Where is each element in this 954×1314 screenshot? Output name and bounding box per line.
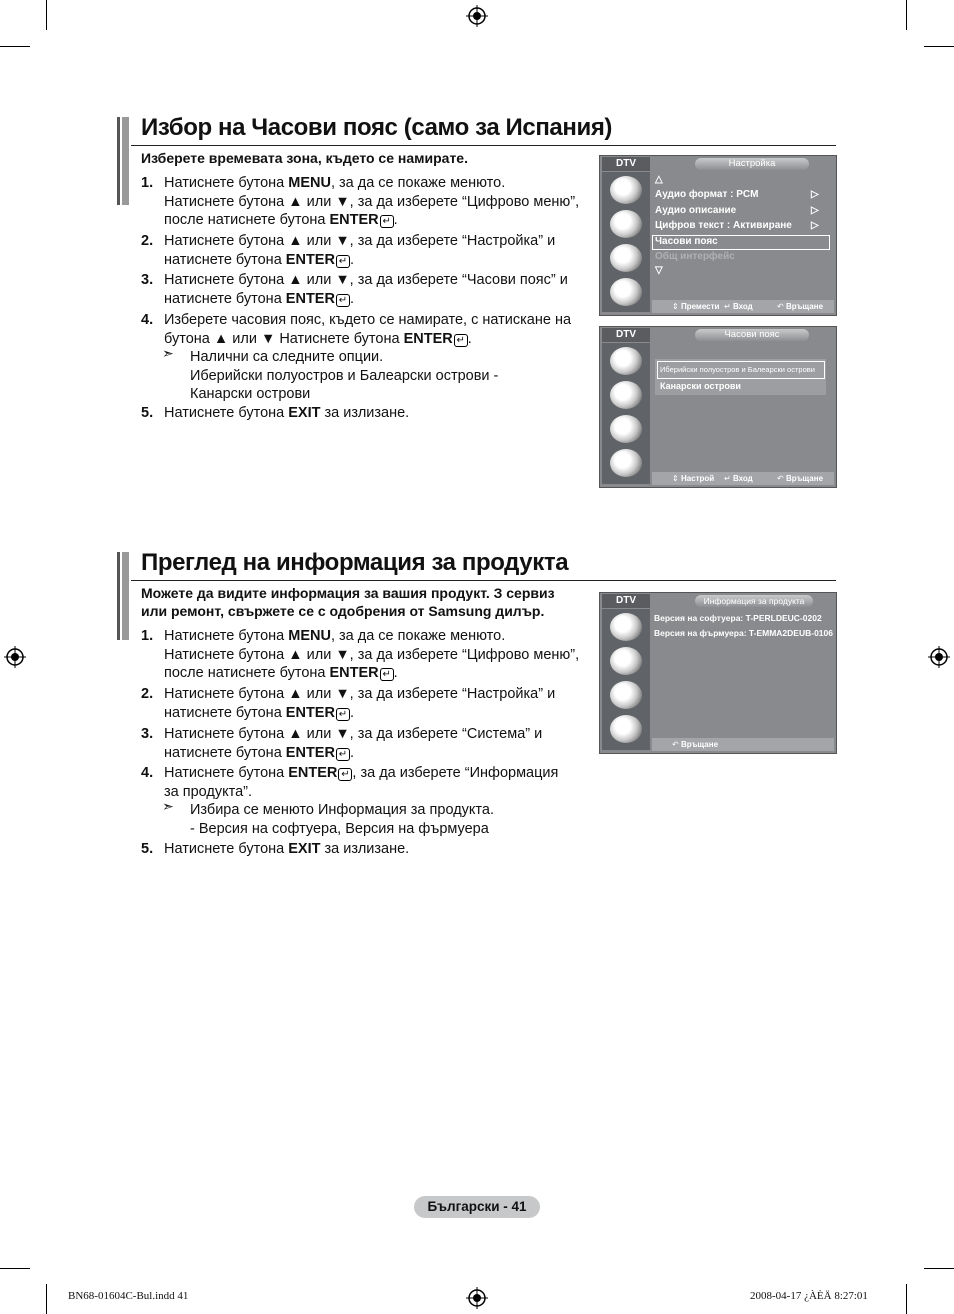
step-text: Изберете часовия пояс, където се намирате, с натискане на бутона ▲ или ▼ Натиснете бутона ENTER ↵ .: [164, 312, 572, 347]
crop-mark: [924, 46, 954, 47]
step-text: Натиснете бутона MENU, за да се покаже менюто. Натиснете бутона ▲ или ▼, за да изберете “Цифрово меню”, после натиснете бутона ENTER ↵ .: [164, 175, 580, 228]
osd-title-tab: Часови пояс: [695, 329, 809, 341]
tv-osd-time-zone: [599, 326, 837, 488]
print-footer-right: 2008-04-17 ¿ÀÈÄ 8:27:01: [750, 1290, 868, 1302]
crop-mark: [906, 1284, 907, 1314]
registration-mark-icon: [466, 5, 488, 27]
osd-menu-item[interactable]: Аудио формат : PCM: [655, 189, 759, 200]
step-number: 5.: [141, 841, 154, 857]
input-icon: [610, 715, 642, 743]
crop-mark: [46, 0, 47, 30]
dtv-label: DTV: [602, 157, 650, 171]
step-number: 1.: [141, 628, 154, 644]
step-text: Натиснете бутона ENTER ↵ , за да изберете “Информация за продукта”.: [164, 765, 559, 800]
footer-hint: ⇕ Премести: [672, 302, 720, 311]
osd-sidebar: [602, 609, 650, 750]
print-footer-left: BN68-01604C-Bul.indd 41: [68, 1290, 189, 1302]
dtv-label: DTV: [602, 328, 650, 342]
note-arrow-icon: ➣: [162, 345, 174, 361]
crop-mark: [906, 0, 907, 30]
enter-icon: ↵: [338, 768, 352, 781]
input-icon: [610, 278, 642, 306]
osd-menu-item[interactable]: Цифров текст : Активиране: [655, 220, 792, 231]
firmware-version: Версия на фърмуера: T-EMMA2DEUB-0106: [654, 628, 833, 638]
footer-hint: ↵ Вход: [724, 474, 753, 483]
registration-mark-icon: [4, 646, 26, 668]
registration-mark-icon: [928, 646, 950, 668]
submenu-arrow-icon: ▷: [811, 220, 819, 231]
picture-icon: [610, 176, 642, 204]
footer-hint: ⇕ Настрой: [672, 474, 715, 483]
picture-icon: [610, 613, 642, 641]
footer-hint: ↵ Вход: [724, 302, 753, 311]
title-rule: [131, 580, 836, 581]
step-number: 3.: [141, 726, 154, 742]
osd-title-tab: Настройка: [695, 158, 809, 170]
osd-menu-item[interactable]: Аудио описание: [655, 205, 737, 216]
enter-icon: ↵: [454, 334, 468, 347]
sound-icon: [610, 210, 642, 238]
page-number-badge: Български - 41: [414, 1196, 540, 1218]
osd-menu-item-selected[interactable]: Часови пояс: [655, 236, 718, 247]
section-bar: [117, 117, 129, 205]
software-version: Версия на софтуера: T-PERLDEUC-0202: [654, 613, 822, 623]
tv-osd-setup: [599, 155, 837, 316]
setup-gear-icon: [610, 681, 642, 709]
step-number: 5.: [141, 405, 154, 421]
crop-mark: [46, 1284, 47, 1314]
step-number: 3.: [141, 272, 154, 288]
setup-gear-icon: [610, 244, 642, 272]
note-arrow-icon: ➣: [162, 798, 174, 814]
enter-icon: ↵: [336, 294, 350, 307]
osd-option[interactable]: Иберийски полуостров и Балеарски острови: [660, 365, 815, 374]
step-number: 2.: [141, 686, 154, 702]
section-title: Избор на Часови пояс (само за Испания): [141, 114, 613, 141]
footer-hint: ↶ Връщане: [777, 474, 824, 483]
step-number: 1.: [141, 175, 154, 191]
osd-sidebar: [602, 343, 650, 484]
tv-osd-product-info: [599, 592, 837, 754]
step-text: Натиснете бутона ▲ или ▼, за да изберете “Настройка” и натиснете бутона ENTER ↵ .: [164, 233, 556, 268]
crop-mark: [924, 1268, 954, 1269]
step-text: Натиснете бутона ▲ или ▼, за да изберете “Часови пояс” и натиснете бутона ENTER ↵ .: [164, 272, 568, 307]
osd-sidebar: [602, 172, 650, 312]
osd-footer: [652, 300, 834, 313]
enter-icon: ↵: [336, 255, 350, 268]
section-title: Преглед на информация за продукта: [141, 549, 569, 576]
submenu-arrow-icon: ▷: [811, 205, 819, 216]
enter-icon: ↵: [336, 708, 350, 721]
sound-icon: [610, 381, 642, 409]
title-rule: [131, 145, 836, 146]
step-number: 4.: [141, 765, 154, 781]
step-text: Натиснете бутона ▲ или ▼, за да изберете “Настройка” и натиснете бутона ENTER ↵ .: [164, 686, 556, 721]
enter-icon: ↵: [380, 215, 394, 228]
input-icon: [610, 449, 642, 477]
footer-hint: ↶ Връщане: [672, 740, 719, 749]
section-intro: Можете да видите информация за вашия продукт. З сервиз или ремонт, свържете се с одобрения от Samsung дилър.: [141, 585, 555, 619]
osd-option[interactable]: Канарски острови: [660, 381, 741, 391]
dtv-label: DTV: [602, 594, 650, 608]
submenu-arrow-icon: ▷: [811, 189, 819, 200]
registration-mark-icon: [466, 1287, 488, 1309]
step-text: Натиснете бутона EXIT за излизане.: [164, 841, 410, 857]
section-intro: Изберете времевата зона, където се намирате.: [141, 150, 468, 166]
step-text: Натиснете бутона EXIT за излизане.: [164, 405, 410, 421]
step-number: 4.: [141, 312, 154, 328]
section-bar: [117, 552, 129, 640]
osd-up-arrow: △: [655, 174, 663, 185]
enter-icon: ↵: [336, 748, 350, 761]
note-text: Налични са следните опции. Иберийски полуостров и Балеарски острови - Канарски острови: [190, 349, 499, 402]
step-number: 2.: [141, 233, 154, 249]
footer-hint: ↶ Връщане: [777, 302, 824, 311]
osd-menu-item-disabled: Общ интерфейс: [655, 251, 735, 262]
enter-icon: ↵: [380, 668, 394, 681]
step-text: Натиснете бутона ▲ или ▼, за да изберете “Система” и натиснете бутона ENTER ↵ .: [164, 726, 543, 761]
step-text: Натиснете бутона MENU, за да се покаже менюто. Натиснете бутона ▲ или ▼, за да изберете “Цифрово меню”, после натиснете бутона ENTER ↵ .: [164, 628, 580, 681]
crop-mark: [0, 1268, 30, 1269]
sound-icon: [610, 647, 642, 675]
setup-gear-icon: [610, 415, 642, 443]
osd-footer: [652, 738, 834, 751]
crop-mark: [0, 46, 30, 47]
osd-down-arrow: ▽: [655, 265, 663, 276]
osd-footer: [652, 472, 834, 485]
note-text: Избира се менюто Информация за продукта. - Версия на софтуера, Версия на фърмуера: [190, 802, 494, 837]
picture-icon: [610, 347, 642, 375]
osd-title-tab: Информация за продукта: [695, 595, 813, 607]
